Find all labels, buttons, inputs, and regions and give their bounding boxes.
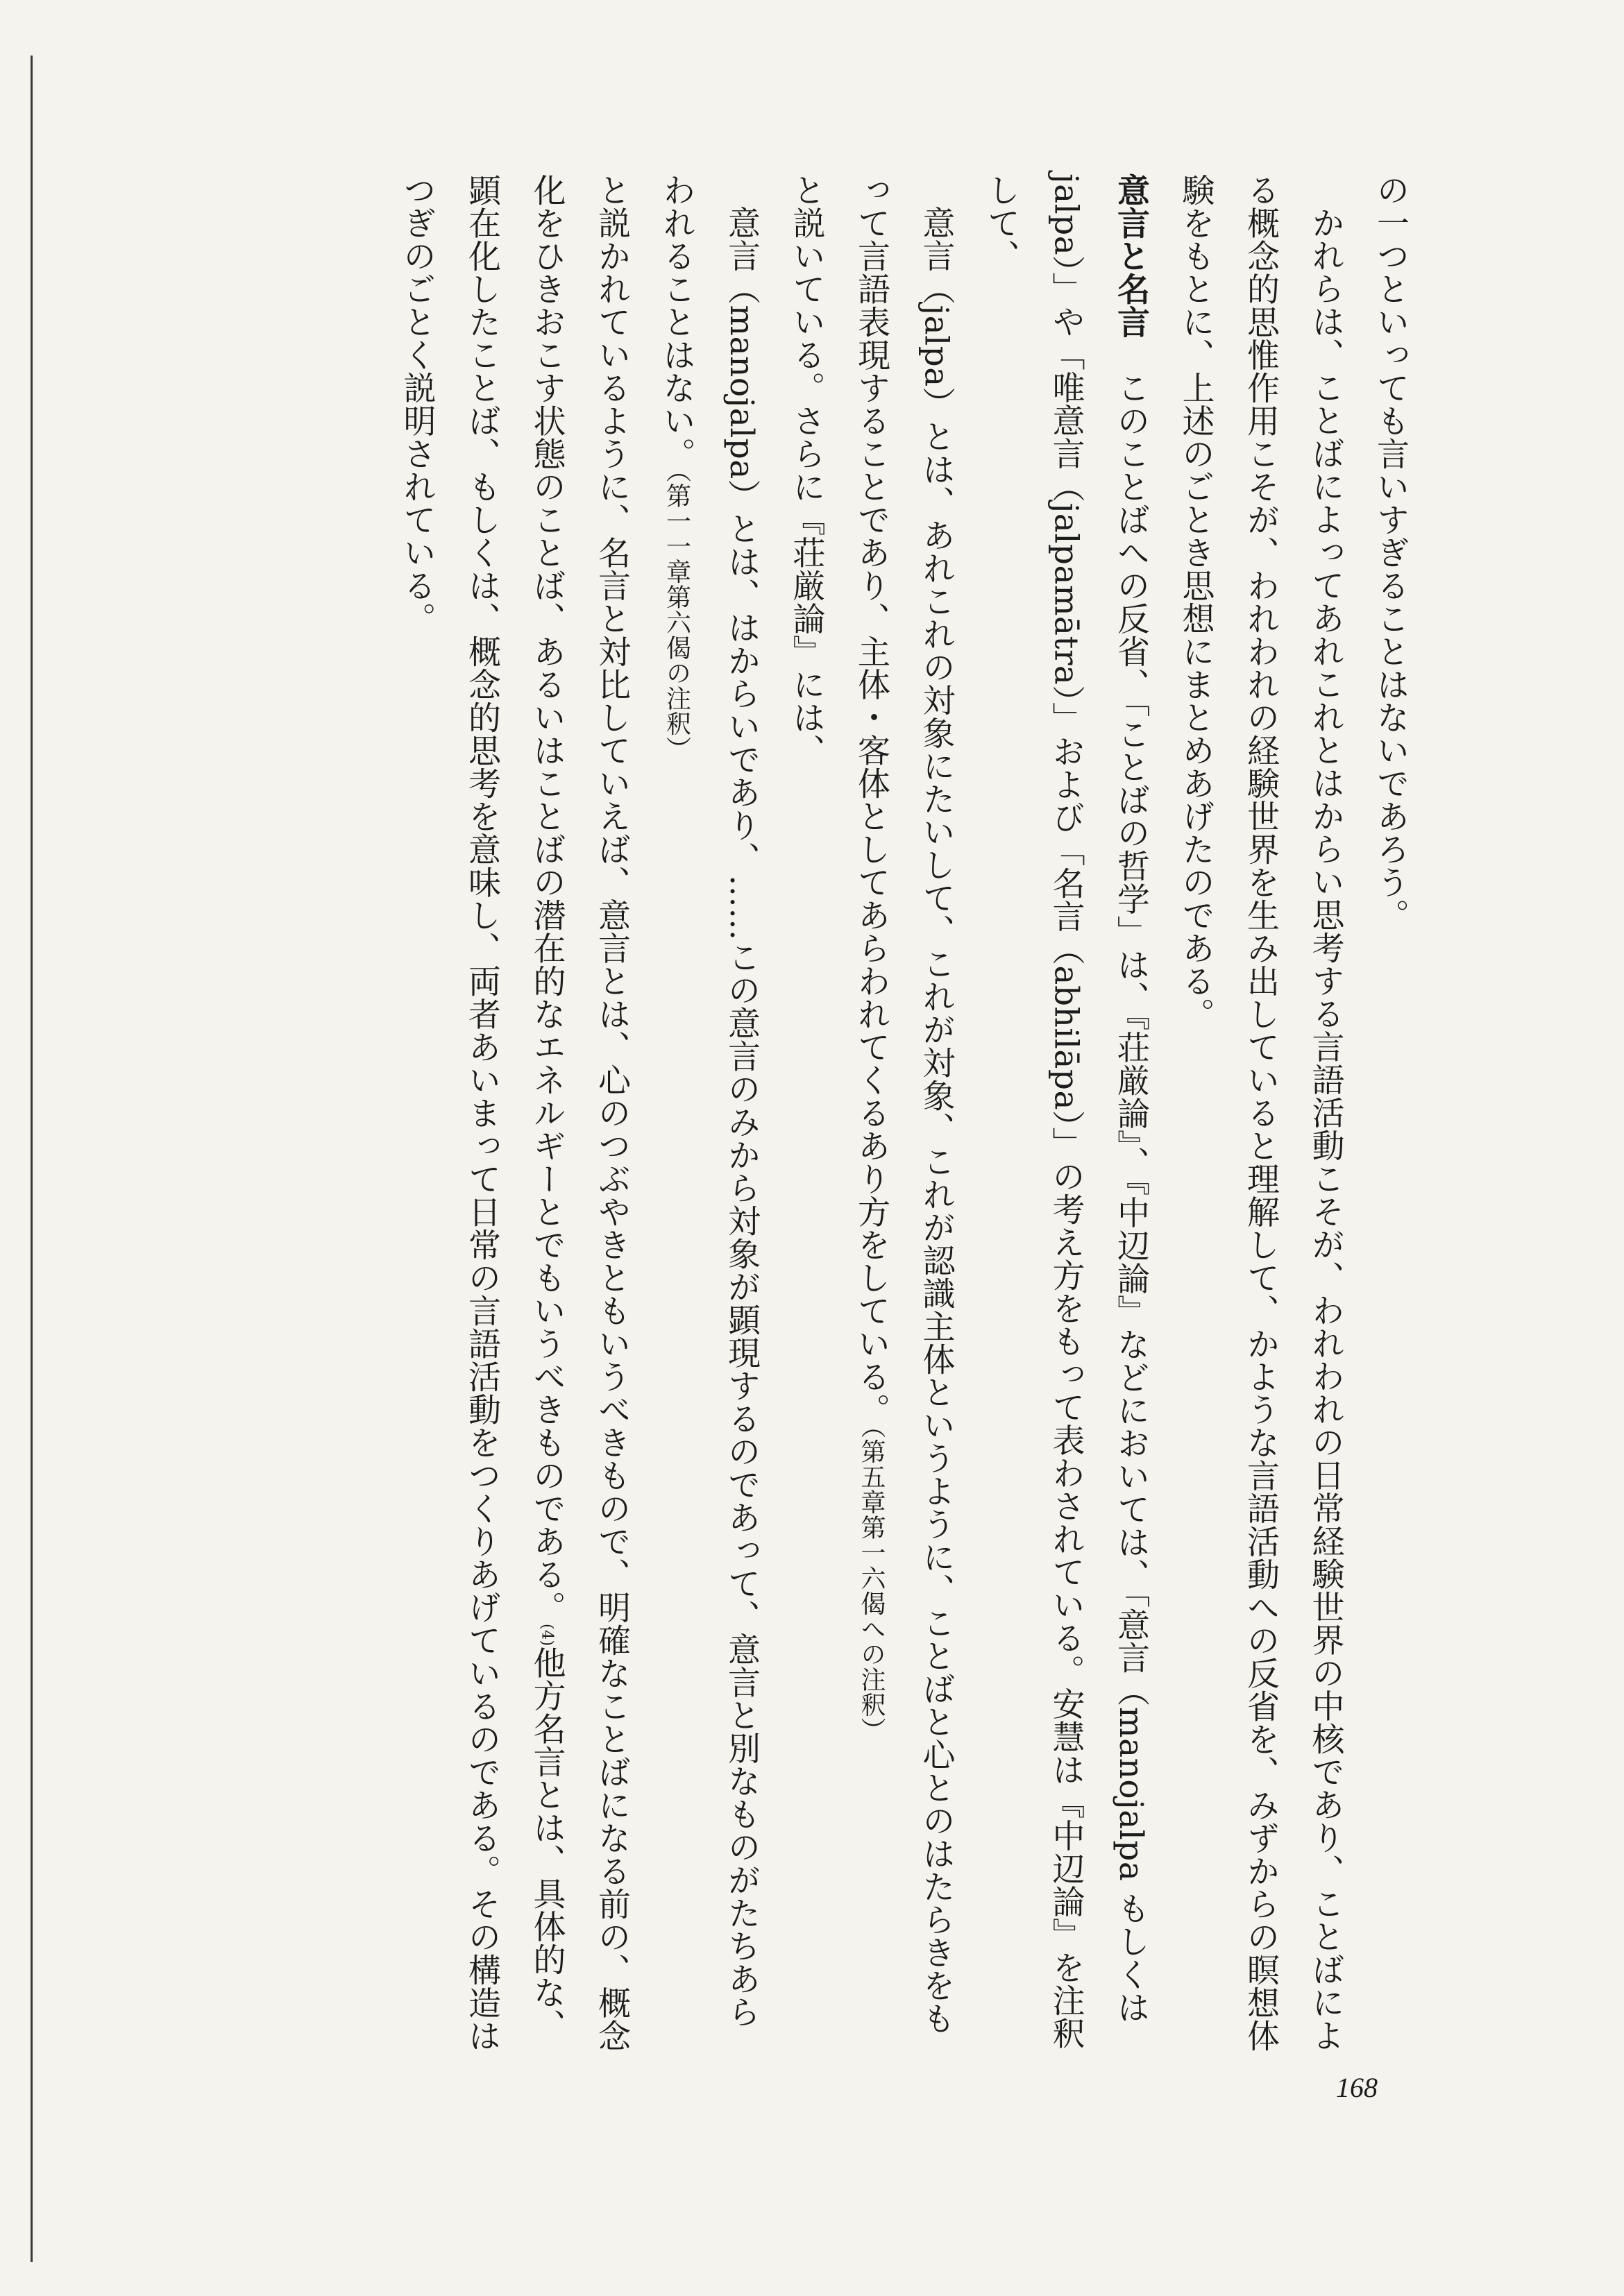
paragraph-5-text: と説いている。さらに『荘厳論』には、: [787, 173, 826, 767]
paragraph-2-text: かれらは、ことばによってあれこれとはからい思考する言語活動こそが、われわれの日常経験世界の中核であり、ことばによる概念的思惟作用こそが、われわれの経験世界を生み出していると理解して、かような言語活動への反省を、みずからの瞑想体験をもとに、上述のごとき思想にまとめあげたのである。: [1176, 173, 1345, 2052]
paragraph-7b-text: 他方名言とは、具体的な、顕在化したことば、もしくは、概念的思考を意味し、両者あいまって日常の言語活動をつくりあげているのである。その構造はつぎのごとく説明されている。: [398, 173, 566, 2052]
binding-edge-line: [31, 56, 33, 2262]
paragraph-3-text: このことばへの反省、「ことばの哲学」は、『荘厳論』、『中辺論』などにおいては、「意言（manojalpa もしくは jalpa）」や「唯意言（jalpamātra）」および「名言（abhilāpa）」の考え方をもって表わされている。安慧は『中辺論』を注釈して、: [982, 173, 1150, 2050]
quote-2-text: 意言（manojalpa）とは、はからいであり、……この意言のみから対象が顕現するのであって、意言と別なものがたちあらわれることはない。: [657, 173, 761, 2029]
subheading-igon-myogon: 意言と名言: [1112, 173, 1150, 339]
vertical-body-text: [62, 173, 1423, 2061]
paragraph-1: [1358, 173, 1423, 2061]
page-number: 168: [1336, 2072, 1378, 2103]
quote-1-source: （第五章第一六偈への注釈）: [857, 1426, 886, 1743]
paragraph-3: [969, 173, 1164, 2061]
quote-1-text: 意言（jalpa）とは、あれこれの対象にたいして、これが対象、これが認識主体というように、ことばと心とのはたらきをもって言語表現することであり、主体・客体としてあらわれてくるあり方をしている。: [852, 173, 956, 2035]
quote-2-source: （第一一章第六偈の注釈）: [662, 470, 691, 762]
quote-1: [839, 173, 969, 2061]
paragraph-2: [1163, 173, 1358, 2061]
paragraph-5: [774, 173, 839, 2061]
paragraph-7: [384, 173, 644, 2061]
paragraph-1-text: の一つといっても言いすぎることはないであろう。: [1371, 173, 1410, 932]
paragraph-7-text: と説かれているように、名言と対比していえば、意言とは、心のつぶやきともいうべきもので、明確なことばになる前の、概念化をひきおこす状態のことば、あるいはことばの潜在的なエネルギーとでもいうべきものである。: [527, 173, 631, 2052]
quote-2: [644, 173, 774, 2061]
footnote-marker-4: (4): [538, 1624, 556, 1647]
